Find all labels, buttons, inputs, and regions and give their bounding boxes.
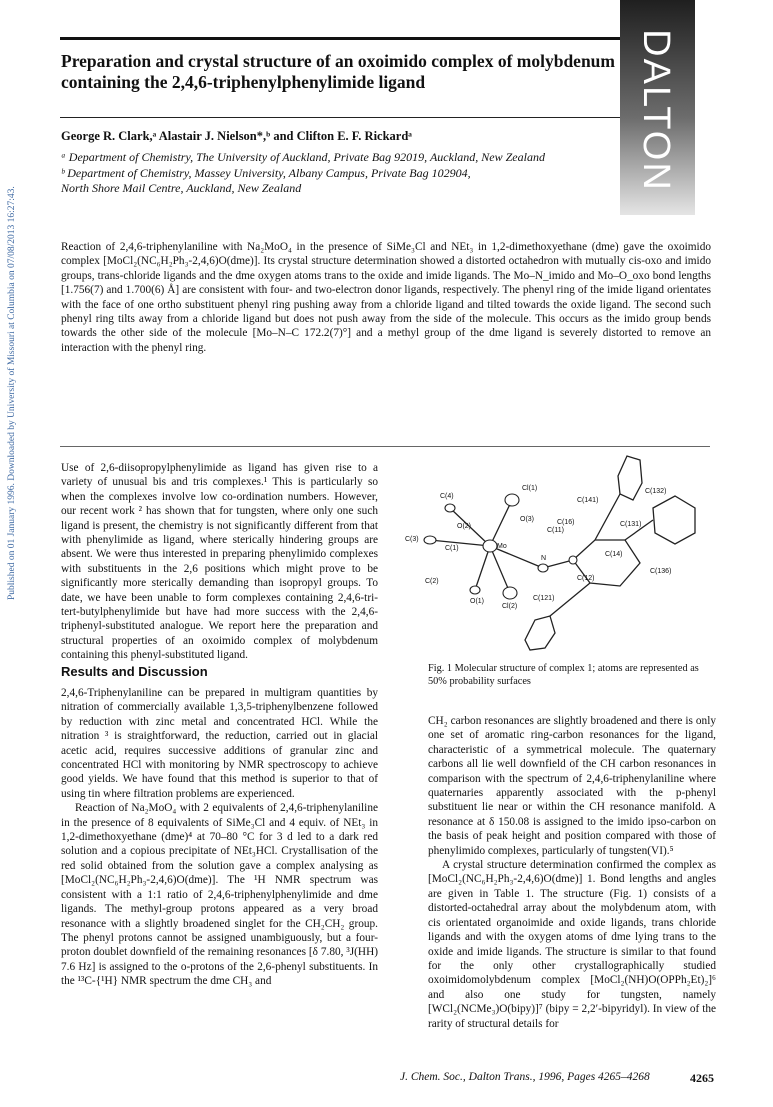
bond <box>490 500 512 546</box>
label-c136: C(136) <box>650 568 672 575</box>
bond <box>430 540 490 546</box>
results-paragraph-2: Reaction of Na₂MoO₄ with 2 equivalents of 2,4,6-triphenylaniline in the presence of 8 equivalents of SiMe₃Cl and 4 equiv. of NEt₃ in 1,2-dimethoxyethane (dme)⁴ at 70–80 °C for 3 d led to a dark red solution and a copious precipitate of NEt₃HCl. Crystallisation of the red solid obtained from the solution gave a complex analysing as [MoCl₂(NC₆H₂Ph₃-2,4,6)O(dme)]. The ¹H NMR spectrum was consistent with a 1:1 ratio of 2,4,6-triphenylphenylimide and dme ligands. The methyl-group protons appeared as a very broad resonance with a slightly broadened singlet for the CH₂CH₂ group. The phenyl protons cannot be assigned unambiguously, but a four-proton doublet downfield of the remaining resonances [δ 7.80, ³J(HH) 7.6 Hz] is assigned to the o-protons of the 2,6-phenyl substituents. In the ¹³C-{¹H} NMR spectrum the dme CH₃ and <box>61 802 378 988</box>
label-c121: C(121) <box>533 595 555 602</box>
phenyl-ring-121 <box>525 616 555 650</box>
bond <box>475 546 490 590</box>
label-cl2: Cl(2) <box>502 603 518 610</box>
right-column-text <box>428 714 716 1031</box>
top-rule <box>60 37 620 40</box>
o1-atom <box>470 586 480 594</box>
label-c11: C(11) <box>547 527 564 534</box>
label-c132: C(132) <box>645 488 667 495</box>
molecular-structure-figure <box>395 448 715 653</box>
phenyl-ring-141 <box>618 456 642 500</box>
label-c3: C(3) <box>405 536 419 543</box>
journal-tab-label: DALTON <box>634 28 677 192</box>
label-cl1: Cl(1) <box>522 485 538 492</box>
download-notice: Published on 01 January 1996. Downloaded by University of Missouri at Columbia on 07/08/2013 16:27:43. <box>7 186 17 600</box>
abstract-rule <box>60 446 710 447</box>
intro-paragraph: Use of 2,6-diisopropylphenylimide as ligand has given rise to a variety of unusual bis and tris complexes.¹ This is particularly so when the complexes involve low co-ordination numbers. However, our recent work ² has shown that for tungsten, where only one such ligand is present, the chemistry is not significantly different from that with phenylimide as ligand, where sterically hindering groups are absent. We were thus interested in preparing phenylimido complexes with substituents in the 2,6 positions which might prove to be significantly more sterically demanding than isopropyl groups. To date, we have been unable to form complexes containing 2,4,6-tri-tert-butylphenylimide but have had more success with the 2,4,6-triphenyl-substituted analogue. We report here the preparation and structural properties of an oxoimido complex of molybdenum containing this phenyl-substituted ligand. <box>61 462 378 662</box>
abstract: Reaction of 2,4,6-triphenylaniline with Na₂MoO₄ in the presence of SiMe₃Cl and NEt₃ in 1,2-dimethoxyethane (dme) gave the oxoimido complex [MoCl₂(NC₆H₂Ph₃-2,4,6)O(dme)]. Its crystal structure determination showed a distorted octahedron with mutually cis-oxo and imido groups, trans-chloride ligands and the dme oxygen atoms trans to the oxide and imide ligands. The Mo–N_imido and Mo–O_oxo bond lengths [1.756(7) and 1.700(6) Å] are consistent with four- and two-electron donor ligands, respectively. The phenyl ring of the imide ligand orientates with the face of one ortho substituent phenyl ring pushing away from a chloride ligand and tilted towards the oxide ligand. The second such phenyl ring tilts away from a chloride ligand but does not push away from the side of the molecule. This occurs as the imido group bends towards the other side of the molecule [Mo–N–C 172.2(7)°] and a methyl group of the dme ligand is severely distorted to remove an interaction with the phenyl ring. <box>61 241 711 354</box>
label-c141: C(141) <box>577 497 599 504</box>
label-c14: C(14) <box>605 551 623 558</box>
label-c16: C(16) <box>557 519 575 526</box>
label-o2: O(2) <box>457 523 471 530</box>
affiliation-b: ᵇ Department of Chemistry, Massey University, Albany Campus, Private Bag 102904, <box>61 165 471 180</box>
title-rule <box>60 117 620 118</box>
section-heading: Results and Discussion <box>61 664 208 679</box>
label-c12: C(12) <box>577 575 595 582</box>
cl2-atom <box>503 587 517 599</box>
mo-atom <box>483 540 497 552</box>
affiliations <box>61 150 661 197</box>
c4-atom <box>445 504 455 512</box>
author-list: George R. Clark,ᵃ Alastair J. Nielson*,ᵇ and Clifton E. F. Rickardᵃ <box>61 129 412 143</box>
results-paragraph-1: 2,4,6-Triphenylaniline can be prepared in multigram quantities by nitration of commercially available 1,3,5-triphenylbenzene followed by reduction with zinc metal and concentrated HCl. While the nitration ³ is straightforward, the reduction, carried out in glacial acetic acid, requires successive additions of granular zinc and concentrated HCl with monitoring by NMR spectroscopy to achieve good yields. We have found that this method is superior to that of using tin where filtration problems are experienced. <box>61 687 378 800</box>
label-mo: Mo <box>497 543 507 550</box>
n-atom <box>538 564 548 572</box>
journal-citation: J. Chem. Soc., Dalton Trans., 1996, Pages 4265–4268 <box>400 1071 650 1083</box>
c3-atom <box>424 536 436 544</box>
label-c4: C(4) <box>440 493 454 500</box>
affiliation-a: ᵃ Department of Chemistry, The University of Auckland, Private Bag 92019, Auckland, New Zealand <box>61 150 545 164</box>
label-c131: C(131) <box>620 521 642 528</box>
bond <box>595 494 620 540</box>
introduction <box>61 461 378 663</box>
bond <box>550 583 590 616</box>
figure-caption: Fig. 1 Molecular structure of complex 1; atoms are represented as 50% probability surfaces <box>428 663 699 687</box>
molecule-drawing <box>395 448 715 653</box>
phenyl-ring-132 <box>653 496 695 544</box>
right-paragraph-1: CH₂ carbon resonances are slightly broadened and there is only one set of aromatic ring-carbon resonances for the ligand, characteristic of a symmetrical molecule. The quaternary carbons all lie well downfield of the CH carbon resonances in comparison with the spectrum of 2,4,6-triphenylaniline where quaternaries apparently associated with the p-phenyl substituent lie near or within the CH resonance manifold. A resonance at δ 150.08 is assigned to the imido ipso-carbon on the basis of peak height and position compared with those of phenylimido complexes, particularly of tungsten(VI).⁵ <box>428 715 716 857</box>
label-o3: O(3) <box>520 516 534 523</box>
label-n: N <box>541 555 547 562</box>
article-title: Preparation and crystal structure of an oxoimido complex of molybdenum containing the 2,4,6-triphenylphenylimide ligand <box>61 51 615 92</box>
label-c1: C(1) <box>445 545 459 552</box>
cl1-atom <box>505 494 519 506</box>
right-paragraph-2: A crystal structure determination confirmed the complex as [MoCl₂(NC₆H₂Ph₃-2,4,6)O(dme)] 1. Bond lengths and angles are given in Table 1. The structure (Fig. 1) consists of a distorted-octahedral array about the molybdenum atom, with cis orientated organoimide and oxide ligands, trans chloride ligands and with the oxygen atoms of dme lying trans to the oxide and imide ligands. The structure is similar to that found for the only other crystallographically studied oxoimidomolybdenum complex [MoCl₂(NH)O(OPPh₂Et)₂]⁶ and also one study for tungsten, namely [WCl₂(NCMe₃)O(bipy)]⁷ (bipy = 2,2′-bipyridyl). In view of the rarity of structural details for <box>428 859 716 1030</box>
label-c2: C(2) <box>425 578 439 585</box>
label-o1: O(1) <box>470 598 484 605</box>
affiliation-b-cont: North Shore Mail Centre, Auckland, New Zealand <box>61 181 302 195</box>
c11-atom <box>569 556 577 564</box>
page-number: 4265 <box>690 1071 714 1085</box>
results-text <box>61 686 378 989</box>
